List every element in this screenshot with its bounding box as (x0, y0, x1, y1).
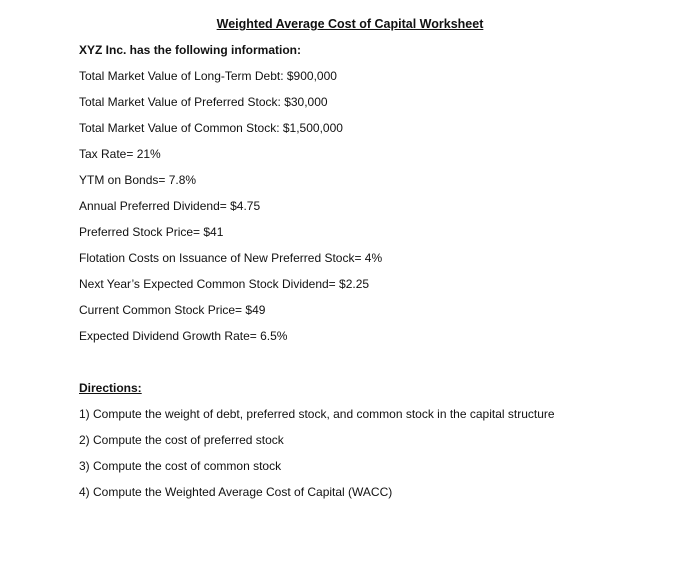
info-common-price: Current Common Stock Price= $49 (79, 303, 266, 317)
info-preferred-dividend: Annual Preferred Dividend= $4.75 (79, 199, 261, 213)
info-tax-rate: Tax Rate= 21% (79, 147, 161, 161)
directions-heading: Directions: (79, 381, 142, 395)
direction-item-1: 1) Compute the weight of debt, preferred stock, and common stock in the capital structure (79, 407, 555, 421)
direction-item-4: 4) Compute the Weighted Average Cost of Capital (WACC) (79, 485, 393, 499)
info-ytm-bonds: YTM on Bonds= 7.8% (79, 173, 197, 187)
direction-item-3: 3) Compute the cost of common stock (79, 459, 282, 473)
info-preferred-price: Preferred Stock Price= $41 (79, 225, 224, 239)
direction-item-2: 2) Compute the cost of preferred stock (79, 433, 284, 447)
info-growth-rate: Expected Dividend Growth Rate= 6.5% (79, 329, 288, 343)
info-common-stock-value: Total Market Value of Common Stock: $1,500,000 (79, 121, 343, 135)
worksheet-title: Weighted Average Cost of Capital Worksheet (216, 17, 484, 31)
info-long-term-debt: Total Market Value of Long-Term Debt: $900,000 (79, 69, 337, 83)
info-preferred-stock-value: Total Market Value of Preferred Stock: $30,000 (79, 95, 328, 109)
info-flotation-costs: Flotation Costs on Issuance of New Preferred Stock= 4% (79, 251, 383, 265)
intro-text: XYZ Inc. has the following information: (79, 43, 301, 57)
info-common-dividend: Next Year’s Expected Common Stock Dividend= $2.25 (79, 277, 370, 291)
